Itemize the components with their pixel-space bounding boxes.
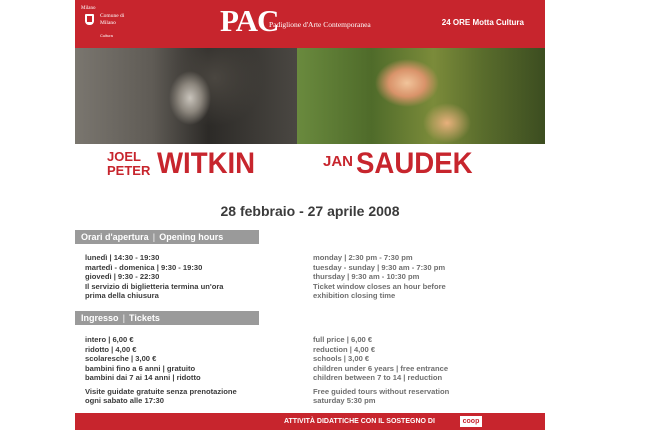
tickets-section-bar: [75, 311, 259, 325]
artist-last-name-saudek: SAUDEK: [356, 147, 473, 180]
hours-it-row: martedì - domenica | 9:30 - 19:30: [85, 262, 203, 272]
footer-band: [75, 413, 545, 430]
saudek-photo: [297, 48, 545, 144]
ticket-en-row: reduction | 4,00 €: [313, 344, 376, 354]
comune-top-text: Milano: [81, 6, 96, 11]
pac-logo: PAC: [220, 3, 279, 38]
artist-first-name-jan: JAN: [323, 153, 354, 170]
ticket-it-row: scolaresche | 3,00 €: [85, 354, 157, 363]
tour-it-note: ogni sabato alle 17:30: [85, 396, 164, 405]
comune-logo-text: Comune di Milano: [100, 13, 125, 26]
artist-last-name-witkin: WITKIN: [157, 147, 256, 180]
hours-section-bar: [75, 230, 259, 244]
pac-subtitle: Padiglione d'Arte Contemporanea: [269, 20, 371, 29]
footer-sponsor-text: ATTIVITÀ DIDATTICHE CON IL SOSTEGNO DI: [284, 418, 435, 425]
ticket-it-row: intero | 6,00 €: [85, 335, 134, 344]
header-band: [75, 0, 545, 48]
ticket-en-row: children under 6 years | free entrance: [313, 363, 449, 373]
hours-it-list: [85, 253, 224, 301]
hours-en-list: [313, 253, 446, 301]
witkin-photo: [75, 48, 297, 144]
tickets-it-list: [85, 335, 237, 406]
hours-it-note: Il servizio di biglietteria termina un'ora: [85, 281, 224, 291]
tickets-label-en: Tickets: [129, 313, 160, 323]
ticket-en-row: children between 7 to 14 | reduction: [313, 373, 443, 382]
exhibition-dates: 28 febbraio - 27 aprile 2008: [220, 203, 400, 219]
ticket-it-row: bambini fino a 6 anni | gratuito: [85, 363, 196, 373]
tour-en-note: saturday 5:30 pm: [313, 396, 376, 405]
ticket-it-row: bambini dai 7 ai 14 anni | ridotto: [85, 373, 201, 382]
tickets-label-it: Ingresso: [81, 313, 119, 323]
ticket-it-row: ridotto | 4,00 €: [85, 344, 137, 354]
bar-divider: |: [122, 313, 126, 323]
hours-en-row: monday | 2:30 pm - 7:30 pm: [313, 253, 413, 262]
milano-crest-icon: [85, 14, 94, 25]
ticket-en-row: full price | 6,00 €: [313, 335, 373, 344]
ticket-en-row: schools | 3,00 €: [313, 354, 370, 363]
hours-it-row: lunedì | 14:30 - 19:30: [85, 253, 160, 262]
tour-en-note: Free guided tours without reservation: [313, 386, 450, 396]
hours-label-en: Opening hours: [159, 232, 224, 242]
sponsor-logo-text: 24 ORE Motta Cultura: [441, 18, 524, 27]
hours-it-row: giovedì | 9:30 - 22:30: [85, 272, 160, 281]
hours-en-row: tuesday - sunday | 9:30 am - 7:30 pm: [313, 262, 446, 272]
exhibition-poster: [75, 0, 545, 430]
tour-it-note: Visite guidate gratuite senza prenotazione: [85, 386, 237, 396]
artist-first-name-peter: PETER: [107, 163, 151, 178]
hours-en-note: Ticket window closes an hour before: [313, 281, 446, 291]
hours-en-note: exhibition closing time: [313, 291, 396, 300]
comune-cultura-text: Cultura: [100, 33, 113, 38]
artist-first-name-joel: JOEL: [107, 149, 141, 164]
photo-strip: [75, 48, 545, 144]
coop-logo: coop: [460, 416, 482, 427]
tickets-en-list: [313, 335, 449, 406]
bar-divider: |: [152, 232, 156, 242]
hours-en-row: thursday | 9:30 am - 10:30 pm: [313, 272, 420, 281]
hours-it-note: prima della chiusura: [85, 291, 159, 300]
hours-label-it: Orari d'apertura: [81, 232, 149, 242]
